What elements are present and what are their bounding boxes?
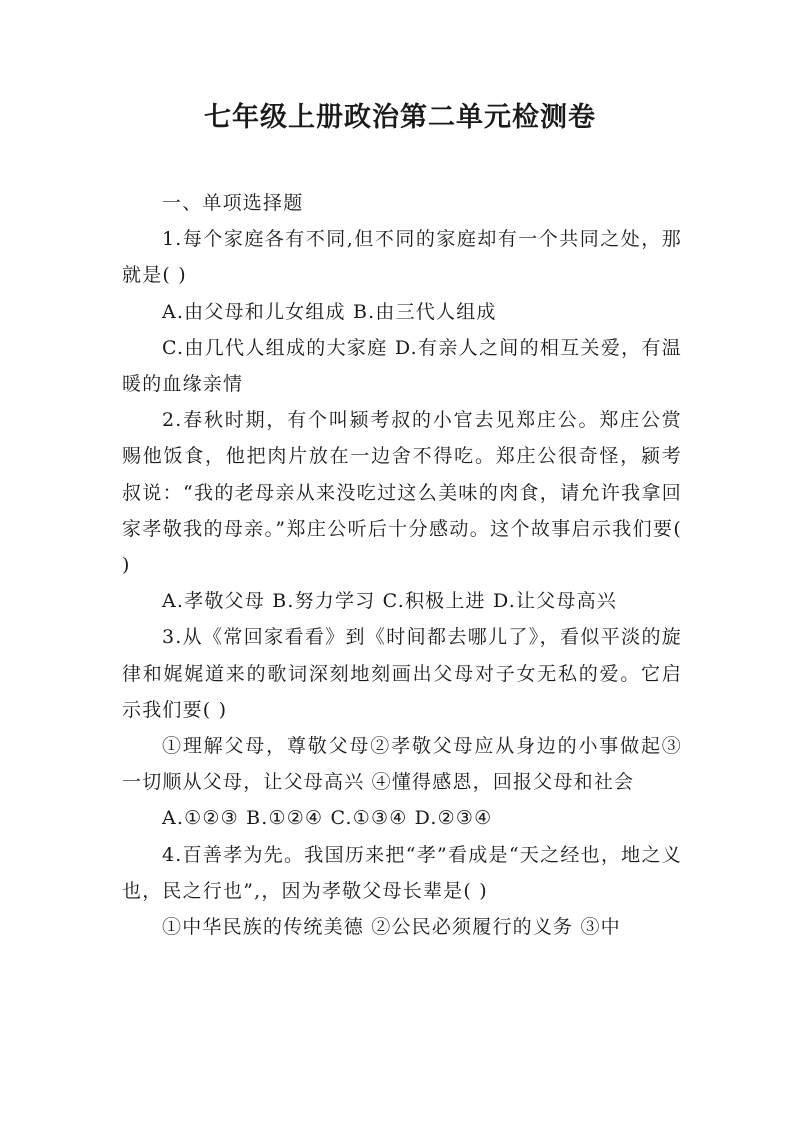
question-3-statements: ①理解父母，尊敬父母②孝敬父母应从身边的小事做起③一切顺从父母，让父母高兴 ④懂得感恩，回报父母和社会 (122, 735, 682, 794)
document-body (122, 185, 682, 945)
question-4-stem: 4.百善孝为先。我国历来把“孝”看成是“天之经也，地之义也，民之行也”,，因为孝敬父母长辈是( ) (122, 843, 682, 902)
question-2-options: A.孝敬父母 B.努力学习 C.积极上进 D.让父母高兴 (162, 590, 617, 613)
question-3-options: A.①②③ B.①②④ C.①③④ D.②③④ (162, 807, 493, 830)
document-title: 七年级上册政治第二单元检测卷 (204, 102, 596, 133)
question-1-stem: 1.每个家庭各有不同,但不同的家庭却有一个共同之处，那就是( ) (122, 228, 682, 287)
question-3-stem: 3.从《常回家看看》到《时间都去哪儿了》，看似平淡的旋律和娓娓道来的歌词深刻地刻画出父母对子女无私的爱。它启示我们要( ) (122, 626, 682, 721)
question-1-options-ab: A.由父母和儿女组成 B.由三代人组成 (162, 300, 497, 323)
question-2-stem: 2.春秋时期，有个叫颍考叔的小官去见郑庄公。郑庄公赏赐他饭食，他把肉片放在一边舍不得吃。郑庄公很奇怪，颍考叔说：“我的老母亲从来没吃过这么美味的肉食，请允许我拿回家孝敬我的母亲。”郑庄公听后十分感动。这个故事启示我们要( ) (122, 409, 682, 577)
section-heading: 一、单项选择题 (162, 192, 304, 214)
question-1-options-cd: C.由几代人组成的大家庭 D.有亲人之间的相互关爱，有温暖的血缘亲情 (122, 336, 682, 396)
question-4-statements: ①中华民族的传统美德 ②公民必须履行的义务 ③中 (162, 916, 621, 939)
